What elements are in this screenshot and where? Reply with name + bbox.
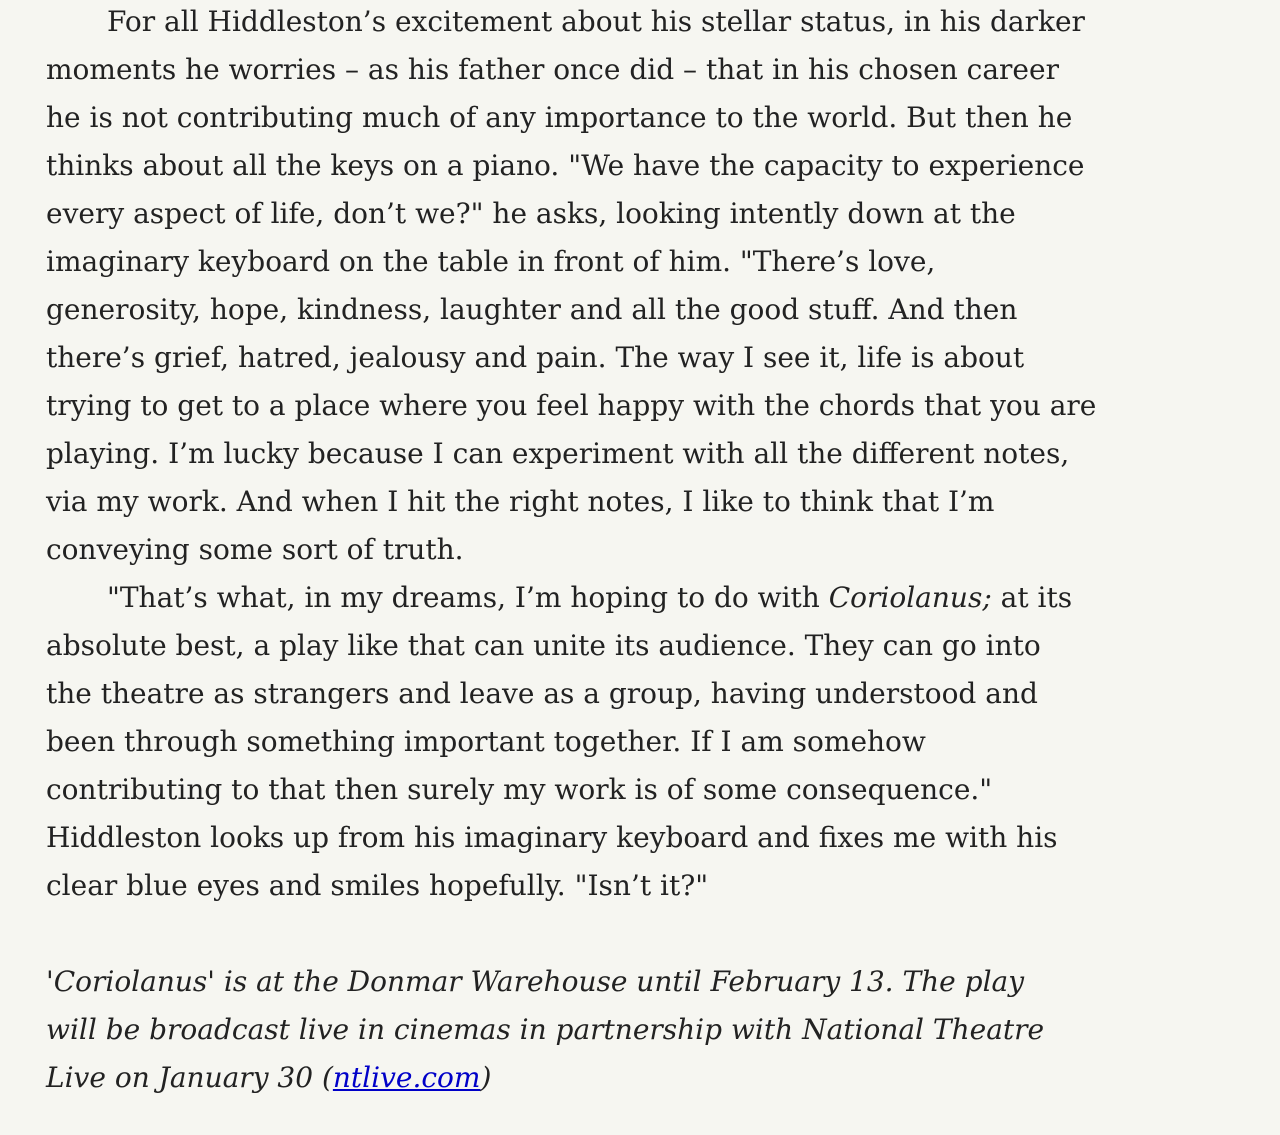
play-title: Coriolanus; — [828, 581, 992, 614]
paragraph-line: via my work. And when I hit the right notes, I like to think that I’m — [46, 485, 995, 518]
paragraph-line: For all Hiddleston’s excitement about his stellar status, in his darker — [107, 5, 1085, 38]
paragraph-line: generosity, hope, kindness, laughter and all the good stuff. And then — [46, 293, 1018, 326]
paragraph-line — [46, 574, 1246, 622]
paragraph-line: moments he worries – as his father once did – that in his chosen career — [46, 53, 1059, 86]
text: ) — [480, 1061, 492, 1094]
paragraph-line: clear blue eyes and smiles hopefully. "Isn’t it?" — [46, 869, 709, 902]
paragraph-line: the theatre as strangers and leave as a group, having understood and — [46, 677, 1038, 710]
paragraph-line: he is not contributing much of any importance to the world. But then he — [46, 101, 1073, 134]
paragraph-line: playing. I’m lucky because I can experiment with all the different notes, — [46, 437, 1070, 470]
article-body — [46, 0, 1246, 1102]
paragraph-line: trying to get to a place where you feel happy with the chords that you are — [46, 389, 1097, 422]
paragraph-line: been through something important together. If I am somehow — [46, 725, 926, 758]
footer-line: 'Coriolanus' is at the Donmar Warehouse until February 13. The play — [46, 965, 1025, 998]
paragraph-2 — [46, 574, 1246, 910]
text: "That’s what, in my dreams, I’m hoping to do with — [107, 581, 829, 614]
footer-line: will be broadcast live in cinemas in partnership with National Theatre — [46, 1013, 1045, 1046]
paragraph-line: Hiddleston looks up from his imaginary keyboard and fixes me with his — [46, 821, 1058, 854]
paragraph-line: thinks about all the keys on a piano. "We have the capacity to experience — [46, 149, 1085, 182]
text: Live on January 30 ( — [46, 1061, 333, 1094]
paragraph-line: absolute best, a play like that can unite its audience. They can go into — [46, 629, 1041, 662]
text: at its — [991, 581, 1073, 614]
paragraph-line: imaginary keyboard on the table in front of him. "There’s love, — [46, 245, 936, 278]
paragraph-line: conveying some sort of truth. — [46, 533, 464, 566]
paragraph-line: there’s grief, hatred, jealousy and pain. The way I see it, life is about — [46, 341, 1025, 374]
paragraph-line: every aspect of life, don’t we?" he asks, looking intently down at the — [46, 197, 1016, 230]
article-footer-note — [46, 958, 1246, 1102]
ntlive-link[interactable]: ntlive.com — [332, 1061, 481, 1094]
footer-line — [46, 1054, 1246, 1102]
paragraph-1 — [46, 0, 1246, 574]
paragraph-line: contributing to that then surely my work is of some consequence." — [46, 773, 993, 806]
